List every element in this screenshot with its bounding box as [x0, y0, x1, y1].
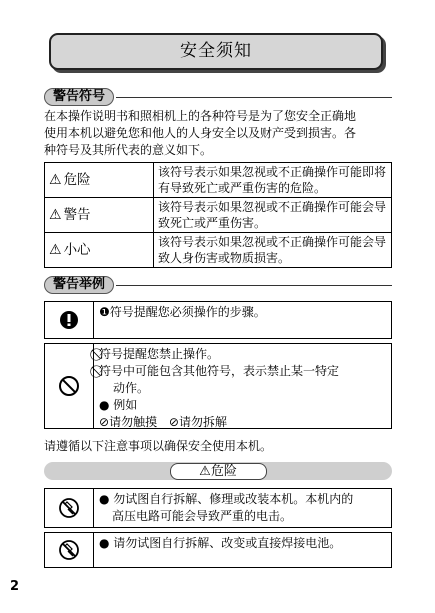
no-touch-icon: ⊘	[99, 415, 110, 429]
section-heading: 警告符号	[44, 88, 114, 106]
no-disassemble-icon	[45, 489, 94, 527]
section-warning-symbols	[44, 88, 392, 106]
intro-paragraph	[44, 108, 392, 159]
prohibit-example-box	[44, 343, 392, 429]
danger-pill: ⚠ 危险	[170, 463, 267, 480]
danger-item	[44, 532, 392, 568]
prohibit-examples: ⊘请勿触摸 ⊘请勿拆解	[99, 415, 227, 429]
section-rule	[116, 285, 392, 286]
intro-line: 使用本机以避免您和他人的人身安全以及财产受到损害。各	[44, 126, 357, 140]
warning-triangle-icon: ⚠	[49, 171, 62, 188]
sign-label: 警告	[63, 206, 91, 223]
section-heading: 警告举例	[44, 276, 114, 294]
danger-text-line: 高压电路可能会导致严重的电击。	[112, 509, 293, 523]
sign-desc-line: 该符号表示如果忽视或不正确操作可能即将	[158, 165, 387, 179]
bullet-icon: ●	[99, 536, 114, 550]
exclamation-circle-icon	[45, 302, 94, 338]
section-warning-examples	[44, 276, 392, 294]
sign-row-caution	[45, 233, 392, 268]
sign-label: 小心	[63, 241, 91, 258]
sign-desc-line: 该符号表示如果忽视或不正确操作可能会导	[158, 235, 387, 249]
danger-bar	[44, 462, 392, 480]
no-disassemble-icon: ⊘	[168, 415, 179, 429]
page-number: 2	[10, 579, 20, 594]
warning-triangle-icon: ⚠	[49, 241, 62, 258]
sign-desc-line: 致人身伤害或物质损害。	[158, 251, 291, 265]
bullet-icon: ●	[99, 398, 114, 412]
no-disassemble-icon	[45, 533, 94, 567]
prohibit-line: 符号中可能包含其他符号，表示禁止某一特定	[99, 364, 340, 378]
sign-desc-line: 致死亡或严重伤害。	[158, 216, 267, 230]
mandatory-example-box	[44, 301, 392, 339]
prohibit-line: 符号提醒您禁止操作。	[99, 347, 220, 361]
sign-desc-line: 该符号表示如果忽视或不正确操作可能会导	[158, 200, 387, 214]
bullet-icon: ●	[99, 492, 114, 506]
warning-triangle-icon: ⚠	[199, 463, 211, 479]
page-title: 安全须知	[49, 33, 383, 70]
exclamation-circle-icon: ❶	[99, 305, 110, 319]
sign-label: 危险	[63, 171, 91, 188]
intro-line: 在本操作说明书和照相机上的各种符号是为了您安全正确地	[44, 109, 357, 123]
danger-item	[44, 488, 392, 528]
intro-line: 种符号及其所代表的意义如下。	[44, 143, 213, 157]
signs-table	[44, 162, 392, 268]
prohibit-line: 动作。	[113, 381, 150, 395]
sign-row-warning	[45, 198, 392, 233]
sign-desc-line: 有导致死亡或严重伤害的危险。	[158, 181, 327, 195]
sign-row-danger	[45, 163, 392, 198]
danger-text-line: ● 勿试图自行拆解、修理或改装本机。本机内的	[99, 492, 354, 506]
section-rule	[116, 97, 392, 98]
prohibition-icon	[45, 344, 94, 428]
warning-triangle-icon: ⚠	[49, 206, 62, 223]
mandatory-text: ❶符号提醒您必须操作的步骤。	[99, 305, 266, 319]
prohibit-line: ● 例如	[99, 398, 138, 412]
follow-note: 请遵循以下注意事项以确保安全使用本机。	[44, 439, 273, 453]
danger-text-line: ● 请勿试图自行拆解、改变或直接焊接电池。	[99, 536, 342, 550]
